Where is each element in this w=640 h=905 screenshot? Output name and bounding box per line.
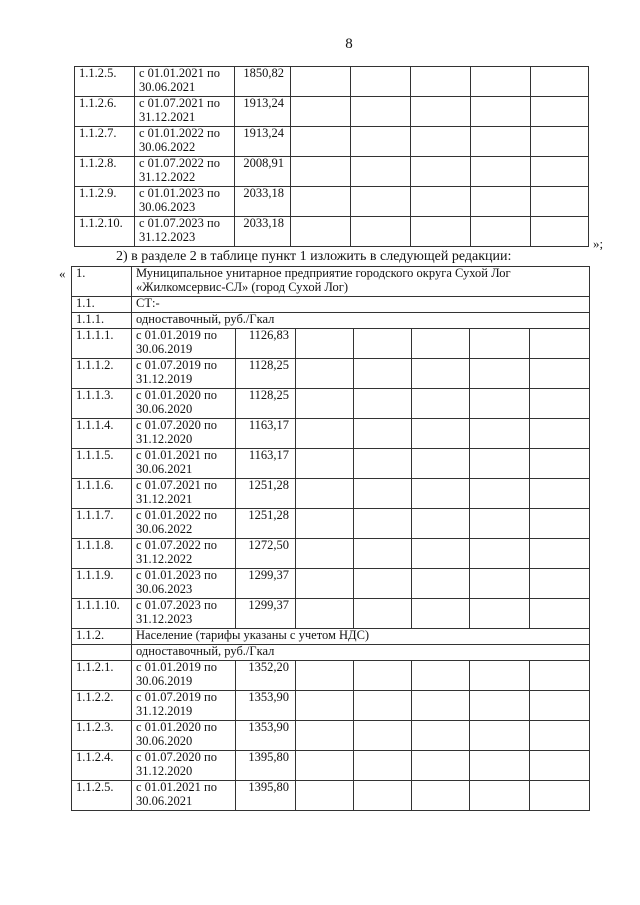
- empty-cell: [412, 751, 470, 781]
- period-cell: с 01.01.2022 по 30.06.2022: [132, 509, 236, 539]
- empty-cell: [531, 127, 589, 157]
- empty-cell: [296, 781, 354, 811]
- empty-cell: [470, 569, 530, 599]
- empty-cell: [412, 329, 470, 359]
- empty-cell: [296, 599, 354, 629]
- empty-cell: [530, 419, 590, 449]
- row-number: 1.1.2.5.: [75, 67, 135, 97]
- organization-name: Муниципальное унитарное предприятие городского округа Сухой Лог «Жилкомсервис-СЛ» (город Сухой Лог): [132, 267, 590, 297]
- empty-cell: [470, 389, 530, 419]
- empty-cell: [354, 359, 412, 389]
- empty-cell: [530, 449, 590, 479]
- empty-cell: [291, 67, 351, 97]
- tariff-value: 1353,90: [236, 691, 296, 721]
- period-cell: с 01.07.2023 по 31.12.2023: [135, 217, 235, 247]
- period-cell: с 01.07.2020 по 31.12.2020: [132, 751, 236, 781]
- empty-cell: [411, 157, 471, 187]
- empty-cell: [351, 127, 411, 157]
- empty-cell: [470, 509, 530, 539]
- period-cell: с 01.07.2022 по 31.12.2022: [135, 157, 235, 187]
- table-row: [75, 127, 589, 157]
- empty-cell: [296, 721, 354, 751]
- empty-cell: [530, 509, 590, 539]
- subsection-row-label: одноставочный, руб./Гкал: [132, 645, 590, 661]
- empty-cell: [412, 691, 470, 721]
- table-row: [72, 419, 590, 449]
- empty-cell: [351, 157, 411, 187]
- row-number: 1.1.2.1.: [72, 661, 132, 691]
- empty-cell: [354, 661, 412, 691]
- empty-cell: [296, 569, 354, 599]
- row-number: 1.1.1.8.: [72, 539, 132, 569]
- row-number: 1.1.1.10.: [72, 599, 132, 629]
- empty-cell: [412, 419, 470, 449]
- subsection-row: [72, 645, 590, 661]
- section-row: [72, 297, 590, 313]
- period-cell: с 01.01.2019 по 30.06.2019: [132, 329, 236, 359]
- tariff-value: 1126,83: [236, 329, 296, 359]
- section-row: [72, 629, 590, 645]
- empty-cell: [530, 329, 590, 359]
- empty-cell: [412, 389, 470, 419]
- tariff-value: 1128,25: [236, 359, 296, 389]
- row-number: 1.1.2.7.: [75, 127, 135, 157]
- empty-cell: [296, 751, 354, 781]
- empty-cell: [296, 389, 354, 419]
- empty-cell: [530, 781, 590, 811]
- empty-cell: [470, 359, 530, 389]
- empty-cell: [470, 691, 530, 721]
- table-row: [72, 569, 590, 599]
- period-cell: с 01.07.2021 по 31.12.2021: [135, 97, 235, 127]
- empty-cell: [530, 389, 590, 419]
- section-label: СТ:-: [132, 297, 590, 313]
- tariff-value: 1163,17: [236, 449, 296, 479]
- table-row: [75, 97, 589, 127]
- period-cell: с 01.07.2023 по 31.12.2023: [132, 599, 236, 629]
- empty-cell: [351, 67, 411, 97]
- tariff-value: 1128,25: [236, 389, 296, 419]
- empty-cell: [296, 479, 354, 509]
- tariff-value: 1913,24: [235, 127, 291, 157]
- empty-cell: [470, 479, 530, 509]
- empty-cell: [470, 599, 530, 629]
- empty-cell: [291, 187, 351, 217]
- tariff-value: 1395,80: [236, 781, 296, 811]
- empty-cell: [470, 721, 530, 751]
- closing-quote-mark: »;: [593, 236, 604, 251]
- empty-cell: [296, 419, 354, 449]
- row-number: 1.1.2.8.: [75, 157, 135, 187]
- row-number: 1.1.2.4.: [72, 751, 132, 781]
- period-cell: с 01.07.2019 по 31.12.2019: [132, 691, 236, 721]
- empty-cell: [354, 509, 412, 539]
- table-row: [72, 691, 590, 721]
- empty-cell: [412, 449, 470, 479]
- empty-cell: [412, 661, 470, 691]
- empty-cell: [354, 419, 412, 449]
- empty-cell: [291, 157, 351, 187]
- empty-cell: [354, 389, 412, 419]
- row-number: 1.1.1.4.: [72, 419, 132, 449]
- empty-cell: [471, 157, 531, 187]
- amendment-instruction: 2) в разделе 2 в таблице пункт 1 изложить в следующей редакции:: [116, 249, 512, 264]
- table-row: [72, 781, 590, 811]
- empty-cell: [412, 721, 470, 751]
- tariff-value: 1352,20: [236, 661, 296, 691]
- empty-cell: [412, 359, 470, 389]
- tariff-table-continuation: [74, 66, 589, 247]
- empty-cell: [531, 217, 589, 247]
- empty-cell: [354, 691, 412, 721]
- tariff-value: 1395,80: [236, 751, 296, 781]
- empty-cell: [411, 97, 471, 127]
- period-cell: с 01.01.2023 по 30.06.2023: [135, 187, 235, 217]
- empty-cell: [530, 691, 590, 721]
- table-row: [75, 67, 589, 97]
- row-number: 1.1.1.3.: [72, 389, 132, 419]
- row-number: 1.: [72, 267, 132, 297]
- empty-cell: [411, 67, 471, 97]
- tariff-value: 1913,24: [235, 97, 291, 127]
- row-number: 1.1.2.3.: [72, 721, 132, 751]
- row-number: 1.1.1.7.: [72, 509, 132, 539]
- tariff-value: 1251,28: [236, 479, 296, 509]
- tariff-value: 1251,28: [236, 509, 296, 539]
- table-row: [72, 479, 590, 509]
- empty-cell: [470, 419, 530, 449]
- empty-cell: [354, 479, 412, 509]
- period-cell: с 01.01.2020 по 30.06.2020: [132, 721, 236, 751]
- empty-cell: [354, 721, 412, 751]
- tariff-value: 1850,82: [235, 67, 291, 97]
- empty-cell: [530, 479, 590, 509]
- empty-cell: [471, 127, 531, 157]
- table-row: [72, 509, 590, 539]
- table-row: [72, 359, 590, 389]
- tariff-value: 1299,37: [236, 569, 296, 599]
- opening-quote-mark: «: [59, 266, 66, 281]
- empty-cell: [531, 157, 589, 187]
- period-cell: с 01.01.2021 по 30.06.2021: [132, 781, 236, 811]
- empty-cell: [411, 187, 471, 217]
- table-row: [72, 329, 590, 359]
- period-cell: с 01.01.2021 по 30.06.2021: [135, 67, 235, 97]
- row-number: 1.1.2.10.: [75, 217, 135, 247]
- table-row: [72, 389, 590, 419]
- table-row: [75, 187, 589, 217]
- empty-cell: [471, 67, 531, 97]
- empty-cell: [296, 329, 354, 359]
- period-cell: с 01.07.2020 по 31.12.2020: [132, 419, 236, 449]
- table-row: [72, 449, 590, 479]
- empty-cell: [296, 449, 354, 479]
- row-number: 1.1.: [72, 297, 132, 313]
- row-number: 1.1.1.5.: [72, 449, 132, 479]
- row-number: 1.1.1.: [72, 313, 132, 329]
- empty-cell: [531, 97, 589, 127]
- empty-cell: [296, 509, 354, 539]
- tariff-value: 2008,91: [235, 157, 291, 187]
- period-cell: с 01.01.2020 по 30.06.2020: [132, 389, 236, 419]
- period-cell: с 01.01.2019 по 30.06.2019: [132, 661, 236, 691]
- row-number: 1.1.1.9.: [72, 569, 132, 599]
- empty-cell: [530, 751, 590, 781]
- row-number: 1.1.2.2.: [72, 691, 132, 721]
- empty-cell: [530, 721, 590, 751]
- period-cell: с 01.01.2023 по 30.06.2023: [132, 569, 236, 599]
- period-cell: с 01.01.2022 по 30.06.2022: [135, 127, 235, 157]
- empty-cell: [291, 217, 351, 247]
- table-row: [75, 217, 589, 247]
- empty-cell: [354, 539, 412, 569]
- empty-cell: [470, 539, 530, 569]
- row-number: [72, 645, 132, 661]
- period-cell: с 01.07.2019 по 31.12.2019: [132, 359, 236, 389]
- row-number: 1.1.2.5.: [72, 781, 132, 811]
- table-row: [72, 661, 590, 691]
- table-row: [72, 751, 590, 781]
- empty-cell: [351, 187, 411, 217]
- row-number: 1.1.1.6.: [72, 479, 132, 509]
- empty-cell: [530, 599, 590, 629]
- empty-cell: [412, 479, 470, 509]
- empty-cell: [470, 781, 530, 811]
- empty-cell: [412, 539, 470, 569]
- empty-cell: [411, 217, 471, 247]
- empty-cell: [412, 781, 470, 811]
- row-number: 1.1.2.9.: [75, 187, 135, 217]
- page-number: 8: [345, 36, 353, 52]
- empty-cell: [351, 97, 411, 127]
- tariff-value: 1353,90: [236, 721, 296, 751]
- tariff-value: 1163,17: [236, 419, 296, 449]
- empty-cell: [296, 661, 354, 691]
- table-row: [72, 539, 590, 569]
- empty-cell: [412, 599, 470, 629]
- tariff-value: 2033,18: [235, 187, 291, 217]
- subsection-label: одноставочный, руб./Гкал: [132, 313, 590, 329]
- empty-cell: [530, 569, 590, 599]
- tariff-value: 1299,37: [236, 599, 296, 629]
- empty-cell: [291, 97, 351, 127]
- empty-cell: [354, 751, 412, 781]
- empty-cell: [530, 661, 590, 691]
- empty-cell: [530, 539, 590, 569]
- tariff-table-new-edition: [71, 266, 590, 811]
- period-cell: с 01.07.2021 по 31.12.2021: [132, 479, 236, 509]
- empty-cell: [531, 67, 589, 97]
- period-cell: с 01.01.2021 по 30.06.2021: [132, 449, 236, 479]
- row-number: 1.1.1.1.: [72, 329, 132, 359]
- empty-cell: [354, 781, 412, 811]
- empty-cell: [354, 329, 412, 359]
- empty-cell: [296, 691, 354, 721]
- tariff-value: 1272,50: [236, 539, 296, 569]
- empty-cell: [471, 187, 531, 217]
- empty-cell: [470, 449, 530, 479]
- table-row: [72, 599, 590, 629]
- empty-cell: [470, 751, 530, 781]
- org-row: [72, 267, 590, 297]
- empty-cell: [351, 217, 411, 247]
- empty-cell: [470, 329, 530, 359]
- empty-cell: [296, 359, 354, 389]
- empty-cell: [412, 509, 470, 539]
- row-number: 1.1.2.: [72, 629, 132, 645]
- empty-cell: [471, 217, 531, 247]
- empty-cell: [354, 599, 412, 629]
- empty-cell: [411, 127, 471, 157]
- empty-cell: [291, 127, 351, 157]
- section-row-label: Население (тарифы указаны с учетом НДС): [132, 629, 590, 645]
- empty-cell: [354, 449, 412, 479]
- subsection-row: [72, 313, 590, 329]
- tariff-value: 2033,18: [235, 217, 291, 247]
- empty-cell: [296, 539, 354, 569]
- table-row: [72, 721, 590, 751]
- empty-cell: [354, 569, 412, 599]
- row-number: 1.1.2.6.: [75, 97, 135, 127]
- empty-cell: [471, 97, 531, 127]
- row-number: 1.1.1.2.: [72, 359, 132, 389]
- empty-cell: [531, 187, 589, 217]
- table-row: [75, 157, 589, 187]
- empty-cell: [470, 661, 530, 691]
- empty-cell: [412, 569, 470, 599]
- period-cell: с 01.07.2022 по 31.12.2022: [132, 539, 236, 569]
- empty-cell: [530, 359, 590, 389]
